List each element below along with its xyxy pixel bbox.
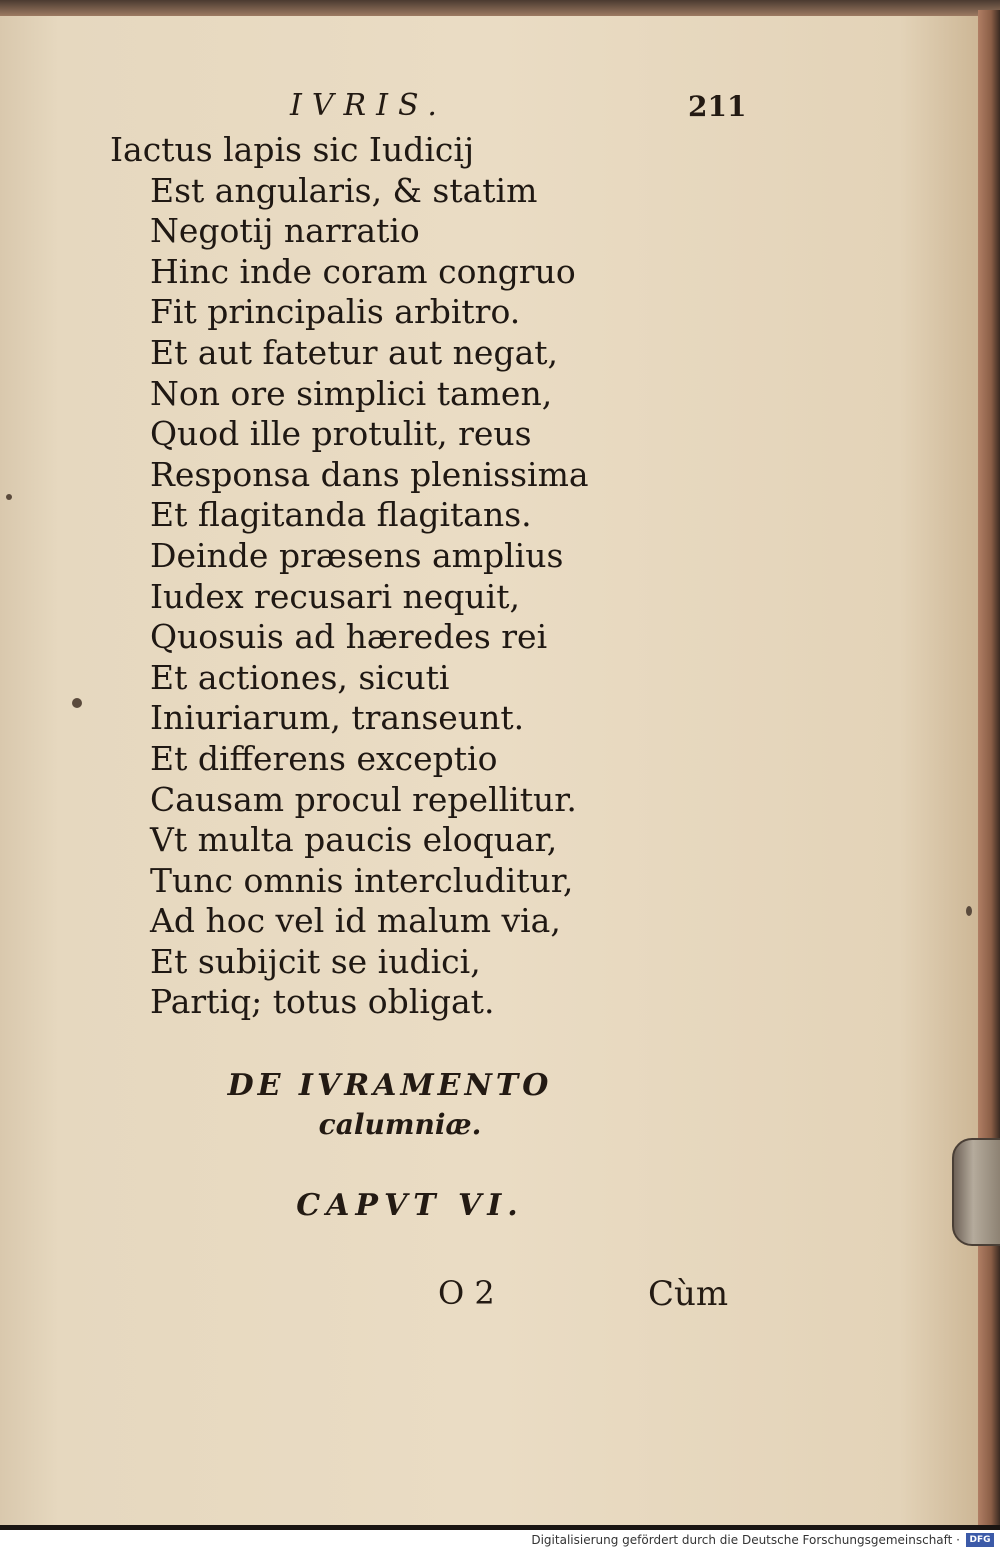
verse-line: Ad hoc vel id malum via, <box>150 901 561 941</box>
verse-line: Quod ille protulit, reus <box>150 414 532 454</box>
book-clasp <box>952 1138 1000 1246</box>
verse-line: Tunc omnis intercluditur, <box>150 860 574 900</box>
ink-spot <box>72 698 82 708</box>
verse-line: Et actiones, sicuti <box>150 657 450 697</box>
ink-spot <box>966 906 972 916</box>
running-head: IVRIS. <box>290 88 447 123</box>
ink-spot <box>6 494 12 500</box>
funding-notice-bar <box>0 1530 1000 1552</box>
verse-line: Iniuriarum, transeunt. <box>150 698 525 738</box>
verse-line: Hinc inde coram congruo <box>150 251 576 291</box>
section-subtitle: calumniæ. <box>318 1108 482 1141</box>
verse-line: Vt multa paucis eloquar, <box>150 820 558 860</box>
book-fore-edge <box>978 10 1000 1525</box>
verse-line: Negotij narratio <box>150 211 420 251</box>
page-header <box>0 88 978 128</box>
verse-line: Quosuis ad hæredes rei <box>150 617 548 657</box>
page-number: 211 <box>688 90 747 123</box>
verse-line: Fit principalis arbitro. <box>150 292 521 332</box>
catchword: Cùm <box>648 1274 729 1314</box>
verse-line: Non ore simplici tamen, <box>150 373 553 413</box>
verse-line: Deinde præsens amplius <box>150 535 564 575</box>
verse-block <box>110 130 630 1023</box>
chapter-heading: CAPVT VI. <box>296 1188 524 1223</box>
dfg-logo: DFG <box>966 1533 994 1547</box>
section-title: DE IVRAMENTO <box>227 1068 553 1103</box>
verse-line: Et flagitanda flagitans. <box>150 495 532 535</box>
verse-line: Et subijcit se iudici, <box>150 941 481 981</box>
book-top-edge <box>0 0 1000 16</box>
verse-line: Et differens exceptio <box>150 738 498 778</box>
verse-line: Responsa dans plenissima <box>150 454 589 494</box>
signature-mark: O 2 <box>438 1274 495 1312</box>
verse-line: Iactus lapis sic Iudicij <box>110 130 475 169</box>
funding-notice: Digitalisierung gefördert durch die Deutsche Forschungsgemeinschaft · <box>531 1533 960 1547</box>
verse-line: Et aut fatetur aut negat, <box>150 332 558 372</box>
verse-line: Causam procul repellitur. <box>150 779 577 819</box>
verse-line: Partiq; totus obligat. <box>150 982 495 1022</box>
verse-line: Iudex recusari nequit, <box>150 576 520 616</box>
verse-line: Est angularis, & statim <box>150 170 538 210</box>
